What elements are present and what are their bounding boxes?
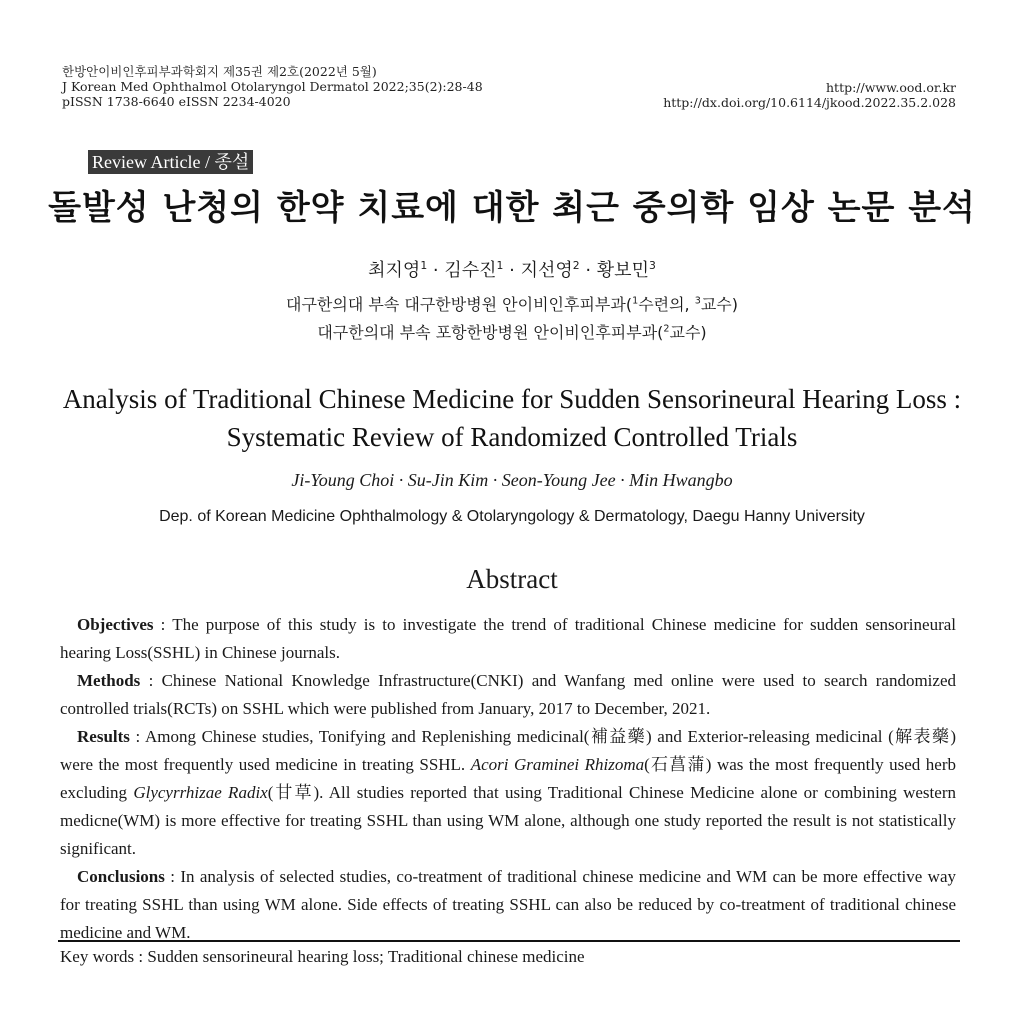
korean-authors bbox=[0, 256, 1024, 282]
author-affiliation-mark: 2 bbox=[572, 259, 580, 272]
journal-header bbox=[62, 64, 483, 109]
journal-citation: J Korean Med Ophthalmol Otolaryngol Dermatol 2022;35(2):28-48 bbox=[62, 79, 483, 94]
article-type-badge: Review Article / 종설 bbox=[88, 150, 253, 174]
korean-affiliation-1 bbox=[0, 292, 1024, 315]
abstract-body bbox=[60, 611, 956, 947]
abstract-heading: Abstract bbox=[466, 564, 558, 594]
affiliation-text: 수련의, bbox=[638, 295, 695, 314]
keywords-label: Key words bbox=[60, 947, 135, 966]
objectives-text: : The purpose of this study is to investigate the trend of traditional Chinese medicine for sudden sensorineural hearing Loss(SSHL) in Chinese journals. bbox=[60, 615, 956, 662]
abstract-conclusions bbox=[60, 863, 956, 947]
english-title bbox=[0, 380, 1024, 456]
korean-title: 돌발성 난청의 한약 치료에 대한 최근 중의학 임상 논문 분석 bbox=[48, 188, 976, 228]
affiliation-text: 교수) bbox=[700, 295, 738, 314]
results-label: Results bbox=[77, 727, 130, 746]
abstract-results bbox=[60, 723, 956, 863]
methods-label: Methods bbox=[77, 671, 141, 690]
journal-url[interactable]: http://www.ood.or.kr bbox=[826, 80, 956, 95]
english-title-line-2: Systematic Review of Randomized Controlled Trials bbox=[226, 422, 798, 452]
author-name: 지선영 bbox=[520, 260, 573, 281]
journal-links bbox=[663, 80, 956, 110]
affiliation-text: 교수) bbox=[669, 323, 707, 342]
author-name: 김수진 bbox=[444, 260, 497, 281]
author-affiliation-mark: 3 bbox=[648, 259, 656, 272]
affiliation-text: 대구한의대 부속 대구한방병원 안이비인후피부과( bbox=[286, 295, 633, 314]
results-text: (石菖蒲) was the most frequently used herb excluding bbox=[60, 755, 956, 802]
abstract-objectives bbox=[60, 611, 956, 667]
author-separator: · bbox=[427, 260, 445, 281]
author-affiliation-mark: 1 bbox=[420, 259, 428, 272]
author-separator: · bbox=[503, 260, 521, 281]
journal-korean-name: 한방안이비인후피부과학회지 제35권 제2호(2022년 5월) bbox=[62, 64, 377, 79]
korean-affiliation-2 bbox=[0, 320, 1024, 343]
author-name: 황보민 bbox=[596, 260, 649, 281]
herb-name: Glycyrrhizae Radix bbox=[133, 783, 268, 802]
journal-issn: pISSN 1738-6640 eISSN 2234-4020 bbox=[62, 94, 291, 109]
author-name: 최지영 bbox=[368, 260, 421, 281]
affiliation-mark: 1 bbox=[632, 295, 639, 307]
abstract-methods bbox=[60, 667, 956, 723]
english-title-line-1: Analysis of Traditional Chinese Medicine for Sudden Sensorineural Hearing Loss : bbox=[62, 384, 962, 414]
results-text: (甘草). All studies reported that using Traditional Chinese Medicine alone or combining western medicne(WM) is more effective for treating SSHL than using WM alone, although one study reported the result is not statistically significant. bbox=[60, 783, 956, 858]
english-authors: Ji-Young Choi · Su-Jin Kim · Seon-Young Jee · Min Hwangbo bbox=[291, 470, 733, 490]
affiliation-mark: 2 bbox=[663, 323, 670, 335]
keywords-text: : Sudden sensorineural hearing loss; Traditional chinese medicine bbox=[134, 947, 585, 966]
herb-name: Acori Graminei Rhizoma bbox=[470, 755, 645, 774]
objectives-label: Objectives bbox=[77, 615, 154, 634]
keywords bbox=[60, 944, 585, 970]
affiliation-text: 대구한의대 부속 포항한방병원 안이비인후피부과( bbox=[317, 323, 664, 342]
doi-link[interactable]: http://dx.doi.org/10.6114/jkood.2022.35.2.028 bbox=[663, 95, 956, 110]
affiliation-mark: 3 bbox=[694, 295, 701, 307]
section-divider bbox=[58, 940, 960, 942]
author-separator: · bbox=[579, 260, 597, 281]
methods-text: : Chinese National Knowledge Infrastructure(CNKI) and Wanfang med online were used to search randomized controlled trials(RCTs) on SSHL which were published from January, 2017 to December, 2021. bbox=[60, 671, 956, 718]
results-text: : Among Chinese studies, Tonifying and Replenishing medicinal(補益藥) and Exterior-releasing medicinal (解表藥) were the most frequently used medicine in treating SSHL. bbox=[60, 727, 956, 774]
author-affiliation-mark: 1 bbox=[496, 259, 504, 272]
conclusions-label: Conclusions bbox=[77, 867, 165, 886]
conclusions-text: : In analysis of selected studies, co-treatment of traditional chinese medicine and WM can be more effective way for treating SSHL than using WM alone. Side effects of treating SSHL can also be reduced by co-treatment of traditional chinese medicine and WM. bbox=[60, 867, 956, 942]
english-affiliation: Dep. of Korean Medicine Ophthalmology & Otolaryngology & Dermatology, Daegu Hanny University bbox=[159, 508, 865, 525]
